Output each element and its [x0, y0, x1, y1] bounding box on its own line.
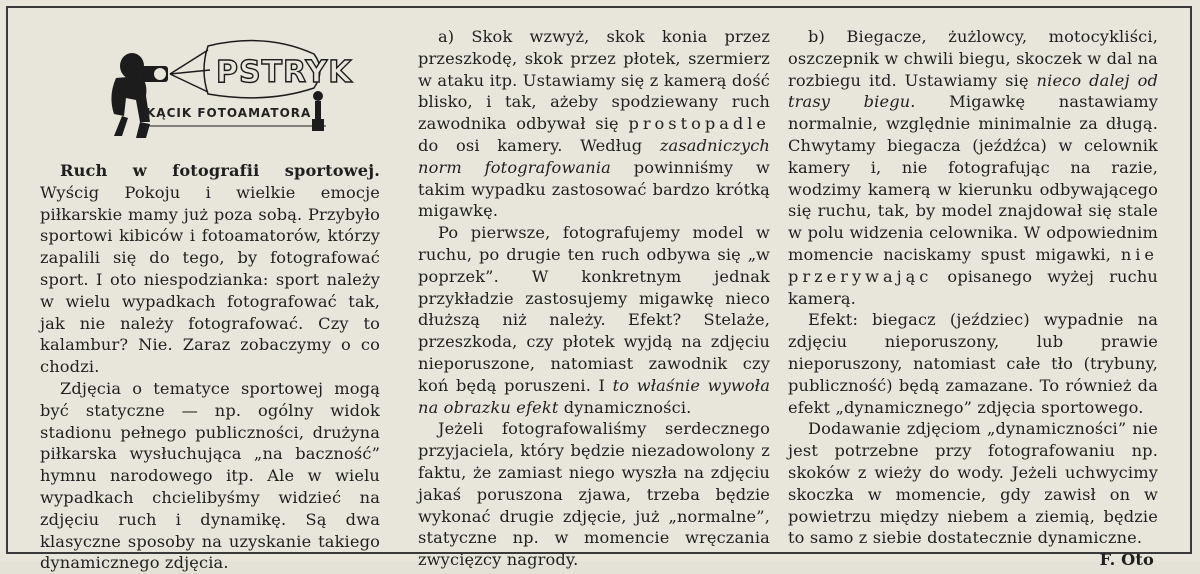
- author-signature: F. Oto: [1099, 550, 1154, 570]
- column-3: [788, 26, 1158, 571]
- paragraph: Zdjęcia o tematyce sportowej mogą być statyczne — np. ogólny widok stadionu pełnego publiczności, drużyna piłkarska wysłuchująca „na baczność” hymnu narodowego itp. Ale w wielu wypadkach chcielibyśmy widzieć na zdjęciu ruch i dynamikę. Są dwa klasyczne sposoby na uzyskanie takiego dynamicznego zdjęcia.: [40, 378, 380, 573]
- paragraph-text: Migawkę nastawiamy normalnie, względnie minimalnie za długą. Chwytamy biegacza (jeźdźca) w celownik kamery i, nie fotografując na razie, wodzimy kamerą w kierunku odbywającego się ruchu, tak, by model znajdował się stale w polu widzenia celownika. W odpowiednim momencie naciskamy spust migawki,: [788, 92, 1158, 264]
- column-2: [418, 26, 770, 571]
- paragraph-text: do osi kamery. Według: [418, 135, 660, 155]
- spaced-emphasis: prostopadle: [628, 114, 770, 134]
- spaced-emphasis: nie przerywając: [788, 244, 1158, 286]
- paragraph: [418, 26, 770, 222]
- paragraph-text: opisanego wyżej ruchu kamerą.: [788, 266, 1158, 308]
- logo-caption: KĄCIK FOTOAMATORA: [146, 106, 312, 120]
- paragraph-text: b) Biegacze, żużlowcy, motocykliści, oszczepnik w chwili biegu, skoczek w dal na rozbiegu itd. Ustawiamy się: [788, 27, 1158, 90]
- paragraph: [788, 26, 1158, 309]
- paragraph-text: Po pierwsze, fotografujemy model w ruchu, po drugie ten ruch odbywa się „w poprzek”. W konkretnym jednak przykładzie zastosujemy migawkę nieco dłuższą niż należy. Efekt? Stelaże, przeszkoda, czy płotek wyjdą na zdjęciu nieporuszone, natomiast zawodnik czy koń będą poruszeni. I: [418, 223, 770, 395]
- article-title: Ruch w fotografii sportowej.: [60, 161, 380, 180]
- paragraph-text: Wyścig Pokoju i wielkie emocje piłkarskie mamy już poza sobą. Przybyło sportowi kibiców i fotoamatorów, którzy zapalili się do tego, by fotografować sport. I oto niespodzianka: sport należy w wielu wypadkach fotografować tak, jak nie należy fotografować. Czy to kalambur? Nie. Zaraz zobaczymy o co chodzi.: [40, 182, 380, 377]
- paragraph: [40, 160, 380, 378]
- paragraph: Dodawanie zdjęciom „dynamiczności” nie jest potrzebne przy fotografowaniu np. skoków z wieży do wody. Jeżeli uchwycimy skoczka w momencie, gdy zawisł on w powietrzu między niebem a ziemią, będzie to samo z siebie dostatecznie dynamiczne.: [788, 419, 1158, 548]
- paragraph-text: dynamiczności.: [558, 397, 692, 417]
- italic-emphasis: nieco dalej od trasy biegu.: [788, 70, 1158, 112]
- italic-emphasis: to właśnie wywoła na obrazku efekt: [418, 375, 770, 417]
- photographer-logo-illustration: [96, 36, 353, 146]
- paragraph-text: powinniśmy w takim wypadku zastosować bardzo krótką migawkę.: [418, 157, 770, 221]
- italic-emphasis: zasadniczych norm fotografowania: [418, 135, 770, 177]
- paragraph: Jeżeli fotografowaliśmy serdecznego przyjaciela, który będzie niezadowolony z faktu, że zamiast niego wyszła na zdjęciu jakaś poruszona zjawa, trzeba będzie wykonać drugie zdjęcie, już „normalne”, statyczne np. w momencie wręczania zwycięzcy nagrody.: [418, 419, 770, 570]
- paragraph-text: a) Skok wzwyż, skok konia przez przeszkodę, skok przez płotek, szermierz w ataku itp. Ustawiamy się z kamerą dość blisko, i tak, ażeby spodziewany ruch zawodnika odbywał się: [418, 27, 770, 134]
- logo-text: PSTRYK: [216, 55, 353, 90]
- paragraph: [418, 222, 770, 418]
- column-1: [40, 160, 380, 574]
- paragraph: Efekt: biegacz (jeździec) wypadnie na zdjęciu nieporuszony, lub prawie nieporuszony, natomiast całe tło (trybuny, publiczność) będą zamazane. To również da efekt „dynamicznego” zdjęcia sportowego.: [788, 310, 1158, 417]
